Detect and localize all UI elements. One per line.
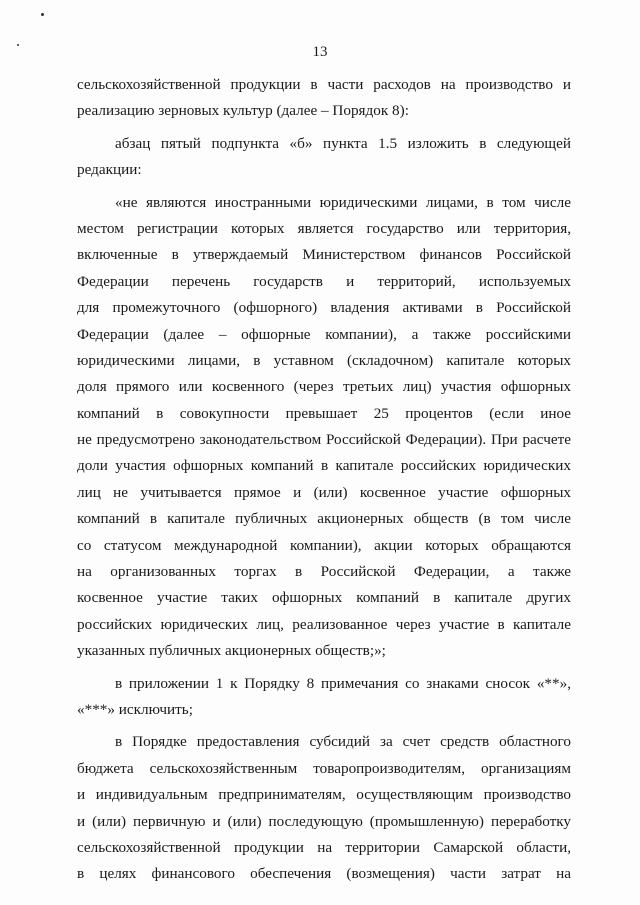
paragraph-p1 [77,72,571,125]
paragraph-p3 [77,190,571,665]
text-line: реализацию зерновых культур (далее – Порядок 8): [77,102,409,120]
text-line: Федерации (далее – офшорные компании), а также российскими [77,325,571,343]
text-line: компаний в капитале публичных акционерных обществ (в том числе [77,510,571,528]
text-line: на организованных торгах в Российской Федерации, а также [77,563,571,581]
paragraph-p4 [77,671,571,724]
document-body [77,72,571,888]
text-line: в целях финансового обеспечения (возмещения) части затрат на [77,865,571,883]
page-number: 13 [312,44,328,60]
text-line: включенные в утверждаемый Министерством финансов Российской [77,246,571,264]
text-line: российских юридических лиц, реализованное через участие в капитале [77,615,571,633]
text-line: и индивидуальным предпринимателям, осуществляющим производство [77,786,571,804]
text-line: доля прямого или косвенного (через третьих лиц) участия офшорных [77,378,571,396]
text-line: сельскохозяйственной продукции на территории Самарской области, [77,838,571,856]
text-line: Федерации перечень государств и территорий, используемых [77,272,571,290]
text-line: со статусом международной компании), акции которых обращаются [77,536,571,554]
text-line: для промежуточного (офшорного) владения активами в Российской [77,299,571,317]
text-line: «***» исключить; [77,700,193,718]
text-line: абзац пятый подпункта «б» пункта 1.5 изложить в следующей [115,134,571,152]
text-line: лиц не учитывается прямое и (или) косвенное участие офшорных [77,483,571,501]
paragraph-p5 [77,729,571,887]
text-line: бюджета сельскохозяйственным товаропроизводителям, организациям [77,759,571,777]
text-line: доли участия офшорных компаний в капитале российских юридических [77,457,571,475]
text-line: косвенное участие таких офшорных компаний в капитале других [77,589,571,607]
paragraph-p2 [77,131,571,184]
text-line: в приложении 1 к Порядку 8 примечания со знаками сносок «**», [115,674,571,692]
text-line: не предусмотрено законодательством Российской Федерации). При расчете [77,431,571,449]
text-line: юридическими лицами, в уставном (складочном) капитале которых [77,351,571,369]
text-line: «не являются иностранными юридическими лицами, в том числе [115,193,571,211]
text-line: и (или) первичную и (или) последующую (промышленную) переработку [77,812,571,830]
text-line: сельскохозяйственной продукции в части расходов на производство и [77,76,571,93]
text-line: редакции: [77,161,142,179]
scan-speck [41,13,44,16]
text-line: в Порядке предоставления субсидий за счет средств областного [115,733,571,751]
text-line: указанных публичных акционерных обществ;»; [77,642,386,660]
text-line: компаний в совокупности превышает 25 процентов (если иное [77,404,571,422]
text-line: местом регистрации которых является государство или территория, [77,219,571,237]
